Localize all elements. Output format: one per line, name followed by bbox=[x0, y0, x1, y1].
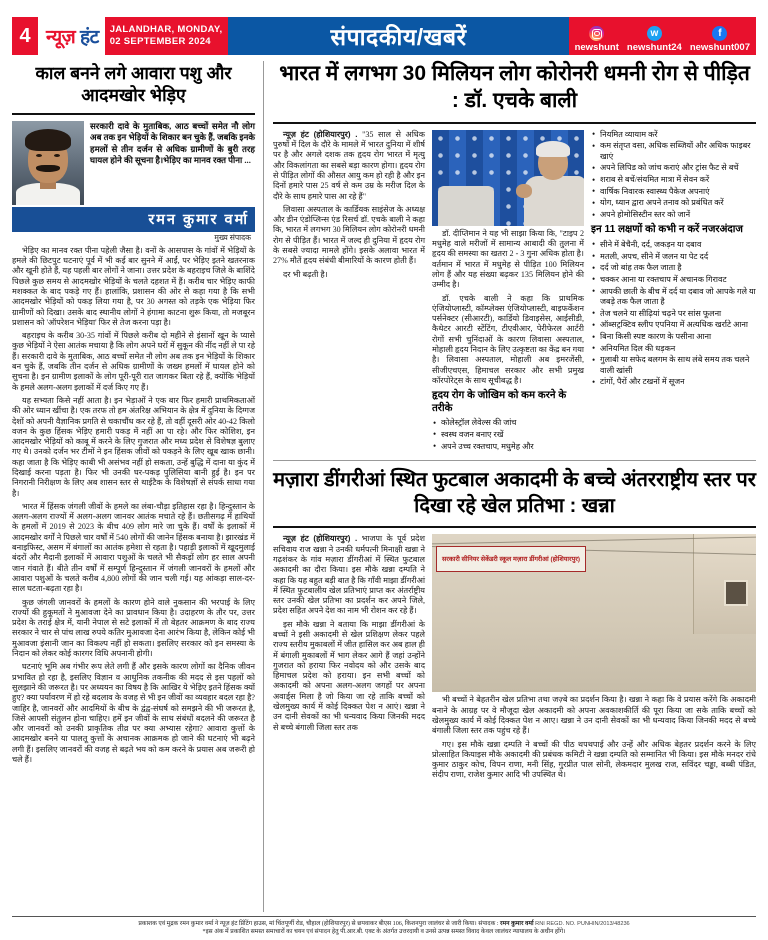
list-item: • तेज चलने या सीढ़ियां चढ़ने पर सांस फूलना bbox=[591, 309, 756, 319]
list-item: • दर्द जो बांह तक फैल जाता है bbox=[591, 263, 756, 273]
list-item: • चक्कर आना या रक्तचाप में अचानक गिरावट bbox=[591, 275, 756, 285]
dateline-block bbox=[105, 17, 229, 55]
football-academy-photo bbox=[432, 534, 756, 692]
editorial-lead: सरकारी दावे के मुताबिक, आठ बच्चों समेत नौ लोग अब तक इन भेड़ियों के शिकार बन चुके हैं, जबकि इनके हमलों से तीन दर्जन से अधिक ग्रामीणों के बुरी तरह घायल होने की सूचना है।भेड़िए का मानव रक्त पीना ... bbox=[90, 120, 255, 165]
footer-disclaimer: *इस अंक में प्रकाशित समस्त समाचारों का चयन एवं संपादन हेतु पी.आर.बी. एक्ट के अंतर्गत उत्तरदायी व उनसे उत्पन्न समस्त विवाद केवल जालंधर न्यायालय के अधीन होंगे। bbox=[202, 929, 566, 935]
football-dateline: न्यूज़ हंट (होशियारपुर) . bbox=[283, 534, 358, 544]
list-item: • अपने होमोसिस्टीन स्तर को जानें bbox=[591, 210, 756, 220]
coronary-paragraph-tail: दर भी बढ़ती है। bbox=[283, 269, 328, 279]
social-handle-facebook: newshunt007 bbox=[689, 42, 750, 53]
editorial-paragraph: घटनाएं भूमि अब गंभीर रूप लेते लगी हैं और इसके कारण लोगों का दैनिक जीवन प्रभावित हो रहा है, इसलिए विज्ञान व आधुनिक तकनीक की मदद से इस पहलों को सुलझाने की जरूरत है। पर अध्ययन का विषय है कि आखिर ये भेड़िए इतने हिंसक क्यों हुए? क्या पर्यावरण में हो रहे बदलाव के वजह से भी इन जीवों का व्यवहार बदल रहा है? जाहिर है, जानवरों और आदमियों के बीच के द्वंद्व-संघर्ष को समझने की भी जरूरत है, जिसे आपसी संतुलन होना चाहिए। हमें इन जीवों के साथ संबंधों बदलने की जरूरत है और जानवरों को उनकी प्राकृतिक तीव्र पर क्या अभ्यास रहेगा? आवारा कुत्तों के आदमखोर बनने या पालतू कुत्तों के अचानक आक्रमक हो जाने की घटनाएं भी बढ़ने लगी हैं। इसलिए जानवरों की वजह से बढ़ते भय को कम करने के प्रयास अब जरूरी हो चले हैं। bbox=[12, 662, 255, 764]
editorial-column bbox=[12, 61, 264, 912]
editorial-paragraph: कुछ जंगली जानवरों के हमलों के कारण होने वाले नुकसान की भरपाई के लिए राज्यों की हुकूमतों ने मुआवजा देने का प्रावधान किया है। उदाहरण के तौर पर, उत्तर प्रदेश के तराई क्षेत्र में, यानी नेपाल से सटे इलाकों में तो बेहतर आक्रमण के बाद राज्य सरकार ने चार से पांच लाख रुपये कतिर मुआवजा देना आरंभ किया है, लेकिन कोई भी मुआवजा इंसानी जान का विकल्प नहीं हो सकता। इसलिए सरकार को इन समस्या के निदान को लेकर कोई कारगर विधि अपनानी होगी। bbox=[12, 597, 255, 659]
page-content bbox=[12, 55, 756, 912]
coronary-col-2 bbox=[432, 130, 584, 454]
football-article bbox=[273, 460, 756, 912]
football-text: भाजपा के पूर्व प्रदेश सचिवाय राज खन्ना ने उनकी धर्मपत्नी मिनाक्षी खन्ना ने गढ़शंकर के गांव मज़ारा डींगरीआं में स्थित फुटबाल अकादमी का दौरा किया। इस मौके खन्ना दम्पति ने कहा कि यह बहुत बड़ी बात है कि गाँवी माझा डींगरीआं में स्थित फुटबालीय खेल प्रतिभाएं प्राप्त कर अंतर्राष्ट्रीय स्तर उनकी खेल प्रतिभा का प्रदर्शन कर अपने जिले, प्रदेश सहित अपने देश का नाम भी रोशन कर रहे हैं। bbox=[273, 534, 425, 616]
coronary-grid bbox=[273, 130, 756, 454]
list-item: • आपकी छाती के बीच में दर्द या दबाव जो आपके गले या जबड़े तक फैल जाता है bbox=[591, 287, 756, 307]
editorial-paragraph: भारत में हिंसक जंगली जीवों के हमले का लंबा-चौड़ा इतिहास रहा है। हिन्दुस्तान के अलग-अलग राज्यों में अलग-अलग जानवर आतंक मचाते रहे हैं। छतीसगढ़ में हाथियों के हमलों में 2019 से 2023 के बीच 409 लोग मारे जा चुके हैं। वर्षों के इलाकों में आदमखोर वर्गों ने पिछले चार वर्षों में 540 लोगों की जानेन हिंसक बनाया है। झारखंड में बनाइफिस्ट, असम में बंगालों का आतंक हमेशा से रहता है। पहाड़ी इलाकों में खूदमुलाई बंदरों और मैदानी इलाकों में आवारा पशुओं के चलते भी सैकड़ों लोग हर साल अपनी जान गंवाते हैं। बीते तीन वर्षों में सम्पूर्ण हिन्दुस्तान में जंगली जानवरों के हमलों और आवारा पशुओं के चलते करीब 4,800 लोगों की जान चली गई। यह आंकड़ा साल-दर-साल घटता-बढ़ता रहा है। bbox=[12, 501, 255, 594]
photo-signboard-text: सरकारी सीनियर सेकेंडरी स्कूल मज़ारा डींगरीआं (होशियारपुर) bbox=[436, 546, 586, 572]
coronary-headline: भारत में लगभग 30 मिलियन लोग कोरोनरी धमनी रोग से पीड़ित : डॉ. एचके बाली bbox=[273, 61, 756, 124]
coronary-paragraph: लिवासा अस्पताल के कार्डियक साइंसेज के अध्यक्ष और डीन एंडोप्लिन्स एंड रिसर्च डॉ. एचके बाली ने कहा कि, भारत में लगभग 30 मिलियन लोग कोरोनरी धमनी रोग से पीड़ित हैं। भारत में जल्द ही दुनिया में हृदय रोग के सबसे ज्यादा मामले होंगे। इसके अलावा भारत में 27% मौतें हृदय संबंधी बीमारियों के कारण होती हैं। bbox=[273, 204, 425, 266]
footer-imprint-text: प्रकाशक एवं मुद्रक रमन कुमार वर्मा ने न्यूज़ हंट प्रिंटिंग हाउस, मां चिंतपूर्णी रोड, चौहाल (होशियारपुर) से छपवाकर बीएस 106, किशनपुरा जालंधर से जारी किया। संपादक : bbox=[138, 921, 501, 927]
newspaper-logo[interactable] bbox=[40, 17, 105, 55]
social-links bbox=[569, 17, 756, 55]
social-handle-twitter: newshunt24 bbox=[626, 42, 682, 53]
social-twitter[interactable] bbox=[627, 26, 682, 53]
instagram-icon bbox=[589, 26, 604, 41]
football-paragraph: गए। इस मौके खन्ना दम्पति ने बच्चों की पीठ थपथपाई और उन्हें और अधिक बेहतर प्रदर्शन करने के लिए प्रोत्साहित कियाइस मौके अकादमी की प्रबंधक कमिटी ने खन्ना दम्पति को सम्मानित भी किया। इस मौके मनदर रांधे कुमार ठाकुर कोच, विपन राणा, मनी सिंह, गुरप्रीत पाल सोनी, लेकमदार मुलख राज, सविंदर चड्ढा, बब्बी पंडित, संदीप राणा, राजेश कुमार आदि भी उपस्थित थे। bbox=[432, 739, 756, 780]
editorial-author-role: मुख्य संपादक bbox=[214, 232, 251, 242]
football-paragraph: भी बच्चों ने बेहतरीन खेल प्रतिभा तथा जज़्बे का प्रदर्शन किया है। खन्ना ने कहा कि वे प्रयास करेंगे कि अकादमी बनाने के आग्रह पर वे मौजूदा खेल अकादमी को अपना अवकाशकीर्ति की पूरा किया जा सके ताकि बच्चों को खेलमुख्य कार्य में कोई दिक्कत पेश न आए। खन्ना ने उन दानी सेवकों का भी धन्यवाद किया जिनकी मदद से बच्चे बंगाली जिला स्तर तक पहुंच रहे हैं। bbox=[432, 695, 756, 736]
editorial-paragraph: बहराइच के करीब 30-35 गांवों में पिछले करीब दो महीने से इंसानों खून के प्यासे कुछ भेड़ियों ने ऐसा आतंक मचाया है कि लोग अपने घरों में सुकून की नींद नहीं ले पा रहे हैं। सरकारी दावे के मुताबिक, आठ बच्चों समेत नौ लोग अब तक इन भेड़ियों के शिकार बन चुके हैं, जबकि तीन दर्जन से अधिक ग्रामीणों के जख्म हमलों में घायल होने को सुचना है। इन ग्रामीण इलाकों के लोग पूरी-पूरी रात जागकर बिता रहे हैं, क्योंकि भेड़ियों के हमले अलग-अलग इलाकों में दर्ज किए गए हैं। bbox=[12, 331, 255, 392]
coronary-col-1 bbox=[273, 130, 425, 454]
symptoms-list bbox=[591, 240, 756, 388]
editorial-byline-bar bbox=[12, 207, 255, 232]
football-col-2 bbox=[432, 534, 756, 912]
coronary-col-3 bbox=[591, 130, 756, 454]
footer-registration: RNI REGD. NO. PUNHIN/2013/48236 bbox=[535, 921, 630, 927]
coronary-article bbox=[273, 61, 756, 453]
list-item: • अनियमित दिल की धड़कन bbox=[591, 344, 756, 354]
editorial-author: रमन कुमार वर्मा bbox=[148, 212, 249, 229]
editorial-headline: काल बनने लगे आवारा पशु और आदमखोर भेड़िए bbox=[12, 61, 255, 115]
footer-line-1 bbox=[12, 920, 756, 928]
editorial-paragraph: भेड़िए का मानव रक्त पीना पहेली जैसा है। वनों के आसपास के गांवों में भेड़ियों के हमले की छिटपुट घटनाएं पूर्व में भी कई बार सुनने में आईं, पर भेड़िए इतने खतरनाक और खूनी होते हैं, यह पहली बार लोगों ने जाना। उत्तर प्रदेश के बहराइच जिले के बाशिंदे पिछले कुछ समय से आदमखोर भेड़ियों के चलते दहशत में हैं। करीब चार भेड़िए काफी मशक्कत के बाद पकड़े गए हैं। हालांकि, प्रशासन की ओर से कहा गया है कि सभी आदमखोर भेड़ियों को पकड़ लिया गया है, पर 30 अगस्त को तड़के एक भेड़िया फिर ग्रामीणों को दिखा। उसके बाद स्थानीय लोगों ने हंगामा काटना शुरू किया, तो मजबूरन प्रशासन को 'ऑपरेशन भेड़िया' फिर से तेज करना पड़ा है। bbox=[12, 245, 255, 327]
risk-tail-list bbox=[432, 418, 584, 452]
list-item: • सीने में बेचैनी, दर्द, जकड़न या दबाव bbox=[591, 240, 756, 250]
news-column bbox=[264, 61, 756, 912]
editorial-body bbox=[12, 246, 255, 766]
coronary-paragraph: डॉ. दीप्तिमान ने यह भी साझा किया कि, "टाइप 2 मधुमेह वाले मरीजों में सामान्य आबादी की तुलना में हृदय की समस्या का खतरा 2 - 3 गुना अधिक होता है। वर्तमान में भारत में मधुमेह से पीड़ित 100 मिलियन लोग हैं और यह संख्या बढ़कर 135 मिलियन होने की उम्मीद है। bbox=[432, 228, 584, 290]
section-title: संपादकीय/खबरें bbox=[228, 17, 568, 55]
logo-text bbox=[46, 23, 99, 49]
editorial-intro bbox=[12, 121, 255, 205]
list-item: • स्वस्थ वजन बनाए रखें bbox=[432, 430, 584, 440]
football-grid bbox=[273, 534, 756, 912]
editorial-paragraph: यह सभ्यता किसे नहीं आता है। इन भेड़ाओं ने एक बार फिर हमारी प्राथमिकताओं की ओर ध्यान खींचा है। एक तरफ तो हम अंतरिक्ष अभियान के क्षेत्र में दुनिया के दिग्गज देशों को अपनी वैज्ञानिक प्रगति से चकाचौंध कर रहे हैं, तो वहीं दूसरी ओर 40-42 किलो वजन के कुछ हिंसक भेड़िए हमारी पकड़ में नहीं आ पा रहे। और फिर कोशिश, इन आदमखोर भेड़ियों को काबू में करने के लिए गुजरात और मध्य प्रदेश से विशेषज्ञ बुलाए गए थे। उनको दर्जन भर टीमों ने इन हिंसक जीवों को पकड़ने के लिए खूब खाक छानी। कहा जाता है कि भेड़िए काबी भी असंभव नहीं हो सकता, उन्हें बुद्धि में दाना या कुंद में दिखाई करना पड़ता है। फिर भी उनकी घर-पकड़ पुलिसिया बानी हुई है। इन पर निगरानी निरीक्षण के लिए अब शासन स्तर से थाईटैक के विशेषज्ञों से संपर्क साधा गया है। bbox=[12, 395, 255, 498]
list-item: • गुलाबी या सफेद बलगम के साथ लंबे समय तक चलने वाली खांसी bbox=[591, 355, 756, 375]
editor-portrait bbox=[12, 121, 84, 205]
football-paragraph bbox=[273, 534, 425, 616]
list-item: • नियमित व्यायाम करें bbox=[591, 130, 756, 140]
dateline-line-1: JALANDHAR, MONDAY, bbox=[109, 24, 223, 35]
football-headline: मज़ारा डींगरीआं स्थित फुटबाल अकादमी के बच्चे अंतरराष्ट्रीय स्तर पर दिखा रहे खेल प्रतिभा : खन्ना bbox=[273, 467, 756, 528]
footer-imprint bbox=[12, 916, 756, 940]
symptoms-heading: इन 11 लक्षणों को कभी न करें नजरअंदाज bbox=[591, 224, 743, 236]
list-item: • कम संतृप्त वसा, अधिक सब्जियों और अधिक फाइबर खाएं bbox=[591, 141, 756, 161]
coronary-paragraph bbox=[273, 130, 425, 202]
twitter-icon: w bbox=[647, 26, 662, 41]
social-handle-instagram: newshunt bbox=[574, 42, 619, 53]
list-item: • वार्षिक निवारक स्वास्थ्य पैकेज अपनाएं bbox=[591, 187, 756, 197]
list-item: • अपने उच्च रक्तचाप, मधुमेह और bbox=[432, 442, 584, 452]
masthead bbox=[12, 17, 756, 55]
list-item: • ऑब्सट्रक्टिव स्लीप एपनिया में अत्यधिक खर्राटे आना bbox=[591, 320, 756, 330]
dateline-line-2: 02 SEPTEMBER 2024 bbox=[109, 36, 211, 47]
list-item: • मतली, अपच, सीने में जलन या पेट दर्द bbox=[591, 252, 756, 262]
list-item: • अपने लिपिड को जांच कराएं और ट्रांस फैट से बचें bbox=[591, 163, 756, 173]
logo-text-part1: न्यूज़ bbox=[46, 27, 76, 48]
list-item: • कोलेस्ट्रॉल लेवेल्स की जांच bbox=[432, 418, 584, 428]
doctor-photo bbox=[432, 130, 584, 226]
social-instagram[interactable] bbox=[575, 26, 619, 53]
facebook-icon: f bbox=[712, 26, 727, 41]
coronary-text: "35 साल से अधिक पुरुषों में दिल के दौरे के मामले में भारत दुनिया में शीर्ष पर है और अगले दशक तक हृदय रोग भारत में मृत्यु और विकलांगता का सबसे बड़ा कारण होगा। हृदय रोग से पीड़ित लोगों की औसत आयु कम हो रही है और इन दिनों हमारे पास 25 वर्ष से कम उम्र के मरीज दिल के दौरे के साथ हमारे पास आ रहे हैं" bbox=[273, 129, 425, 201]
risk-reduction-heading: हृदय रोग के जोखिम को कम करने के तरीके bbox=[432, 390, 567, 414]
page-number: 4 bbox=[12, 17, 40, 55]
coronary-paragraph: डॉ. एचके बाली ने कहा कि प्राथमिक एंजियोप्लास्टी, कॉम्प्लेक्स एंजियोप्लास्टी, बाइफर्केशन पर्सनेक्टर (सीआरटी), कार्डियो डिवाइसेस, आईसीडी, कैथेटर आरटी स्टेंटिंग, टीएवीआर, पेरीफेरल आर्टरी रोगों सभी चुनिंदाओं के कारण लिवासा अस्पताल, मोहाली हृदय निदान के लिए उत्कृष्टता का केंद्र बन गया है। लिवासा अस्पताल, मोहाली अब इमरजेंसी, सीजीएचएस, हिमाचल सरकार और सभी प्रमुख कॉरपोरेट्स के साथ सूचीबद्ध है। bbox=[432, 293, 584, 385]
list-item: • योग, ध्यान द्वारा अपने तनाव को प्रबंधित करें bbox=[591, 198, 756, 208]
list-item: • टांगों, पैरों और टखनों में सूजन bbox=[591, 377, 756, 387]
social-facebook[interactable] bbox=[690, 26, 750, 53]
football-col-1 bbox=[273, 534, 425, 912]
logo-text-part2: हंट bbox=[80, 27, 99, 48]
coronary-dateline: न्यूज़ हंट (होशियारपुर) . bbox=[283, 129, 358, 139]
football-paragraph: इस मौके खन्ना ने बताया कि माझा डींगरीआं के बच्चों ने इसी अकादमी से खेल प्रशिक्षण लेकर पहले राज्य स्तरीय मुकाबलों में जीत हासिल कर अब हाल ही में बंगाली मुकाबलों में भाग लेकर आगे हैं जहां उन्होंने गुजरात को हराया फिर नवोदय को और उसके बाद हिमाचल प्रदेश को हराया। इन सभी बच्चों को अकादमी को अपना अलग-अलग जगहों पर अपना अवार्ड्स मिला है जो किया जा रहे ताकि बच्चों को खेलमुख्य कार्य में कोई दिक्कत पेश न आएं। खन्ना ने उन दानी सेवकों का भी धन्यवाद किया जिनकी मदद से बच्चे बंगाली जिला स्तर तक bbox=[273, 619, 425, 732]
footer-editor-name: रमन कुमार वर्मा bbox=[500, 921, 534, 927]
risk-reduction-list bbox=[591, 130, 756, 221]
list-item: • शराब से बचें/संयमित मात्रा में सेवन करें bbox=[591, 175, 756, 185]
list-item: • बिना किसी स्पष्ट कारण के पसीना आना bbox=[591, 332, 756, 342]
